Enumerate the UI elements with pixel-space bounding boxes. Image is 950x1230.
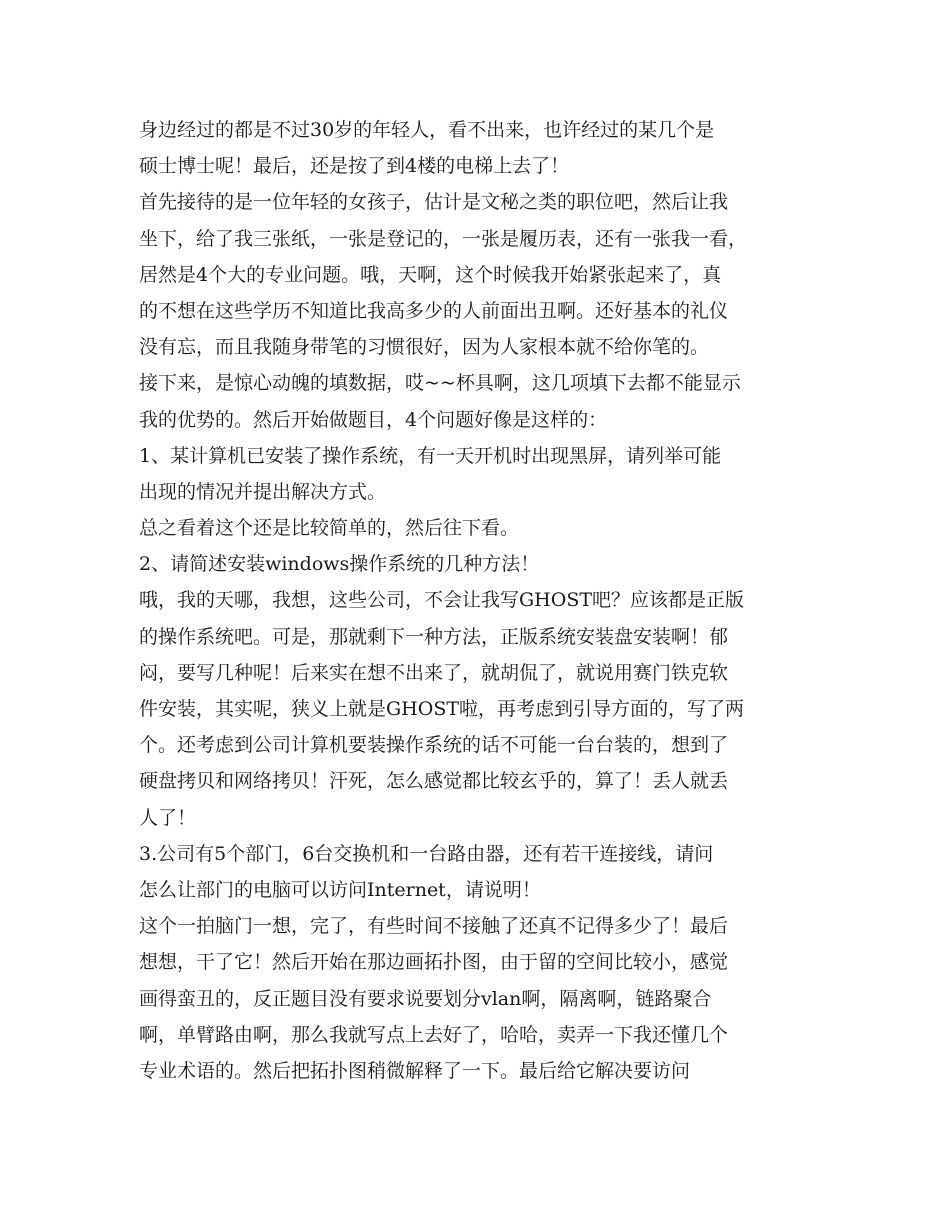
text-line: 出现的情况并提出解决方式。 <box>139 480 387 503</box>
text-line: 想想，干了它！然后开始在那边画拓扑图，由于留的空间比较小，感觉 <box>139 951 729 974</box>
text-line: 啊，单臂路由啊，那么我就写点上去好了，哈哈，卖弄一下我还懂几个 <box>139 1023 729 1046</box>
text-line: 身边经过的都是不过30岁的年轻人，看不出来，也许经过的某几个是 <box>139 119 715 141</box>
text-line: 硕士博士呢！最后，还是按了到4楼的电梯上去了！ <box>139 155 570 178</box>
text-line: 居然是4个大的专业问题。哦，天啊，这个时候我开始紧张起来了，真 <box>139 263 722 286</box>
text-line: 硬盘拷贝和网络拷贝！汗死，怎么感觉都比较玄乎的，算了！丢人就丢 <box>139 770 729 793</box>
text-line: 我的优势的。然后开始做题目，4个问题好像是这样的： <box>139 408 608 431</box>
text-line: 专业术语的。然后把拓扑图稍微解释了一下。最后给它解决要访问 <box>139 1059 691 1082</box>
text-line: 闷，要写几种呢！后来实在想不出来了，就胡侃了，就说用赛门铁克软 <box>139 661 729 684</box>
text-line: 1、某计算机已安装了操作系统，有一天开机时出现黑屏，请列举可能 <box>139 444 722 467</box>
text-line: 首先接待的是一位年轻的女孩子，估计是文秘之类的职位吧，然后让我 <box>139 191 729 214</box>
text-line: 的不想在这些学历不知道比我高多少的人前面出丑啊。还好基本的礼仪 <box>139 299 729 322</box>
text-line: 个。还考虑到公司计算机要装操作系统的话不可能一台台装的，想到了 <box>139 734 729 757</box>
text-line: 接下来，是惊心动魄的填数据，哎~~杯具啊，这几项填下去都不能显示 <box>139 372 741 395</box>
text-line: 总之看着这个还是比较简单的，然后往下看。 <box>139 517 520 540</box>
text-line: 画得蛮丑的，反正题目没有要求说要划分vlan啊，隔离啊，链路聚合 <box>139 987 712 1010</box>
text-line: 人了！ <box>139 806 197 829</box>
text-line: 没有忘，而且我随身带笔的习惯很好，因为人家根本就不给你笔的。 <box>139 336 710 359</box>
text-line: 的操作系统吧。可是，那就剩下一种方法，正版系统安装盘安装啊！郁 <box>139 625 729 648</box>
text-line: 2、请简述安装windows操作系统的几种方法！ <box>139 553 540 576</box>
text-line: 坐下，给了我三张纸，一张是登记的，一张是履历表，还有一张我一看， <box>139 227 748 250</box>
text-line: 3.公司有5个部门，6台交换机和一台路由器，还有若干连接线，请问 <box>139 842 714 865</box>
text-line: 这个一拍脑门一想，完了，有些时间不接触了还真不记得多少了！最后 <box>139 915 729 938</box>
text-line: 怎么让部门的电脑可以访问Internet，请说明！ <box>139 878 541 901</box>
document-body <box>139 112 829 1089</box>
text-line: 件安装，其实呢，狭义上就是GHOST啦，再考虑到引导方面的，写了两 <box>139 698 745 720</box>
text-line: 哦，我的天哪，我想，这些公司，不会让我写GHOST吧？应该都是正版 <box>139 589 745 612</box>
